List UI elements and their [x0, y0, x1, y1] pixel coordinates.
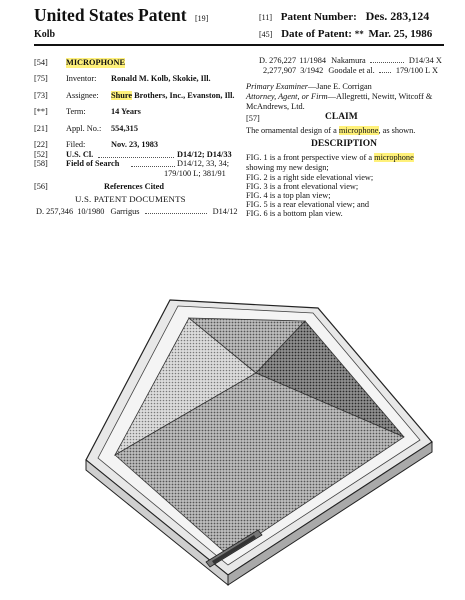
appl-value: 554,315: [111, 124, 138, 133]
fig2-text: is a right side elevational view;: [267, 173, 374, 182]
field-value-2: 179/100 L; 381/91: [164, 169, 226, 178]
fig3-label: FIG. 3: [246, 182, 268, 191]
primary-examiner-label: Primary Examiner: [246, 82, 308, 91]
inventor-value: Ronald M. Kolb, Skokie, Ill.: [111, 74, 211, 83]
description-heading: DESCRIPTION: [311, 139, 377, 149]
ref-class: D14/34 X: [408, 56, 442, 65]
inventor-label: Inventor:: [66, 74, 97, 83]
ref-date: 10/1980: [77, 207, 105, 216]
ref-class: 179/100 L X: [395, 66, 438, 75]
fig4-text: is a top plan view;: [267, 191, 331, 200]
patent-number: Des. 283,124: [365, 9, 430, 23]
fig1-text: is a front perspective view of a: [267, 153, 375, 162]
fig2-label: FIG. 2: [246, 173, 268, 182]
date-label: Date of Patent:: [281, 28, 352, 40]
fig3-text: is a front elevational view;: [267, 182, 359, 191]
fig5-label: FIG. 5: [246, 200, 268, 209]
claim-before: The ornamental design of a: [246, 126, 339, 135]
assignee-rest: Brothers, Inc., Evanston, Ill.: [132, 91, 235, 100]
field-code: [58]: [34, 159, 48, 168]
filed-label: Filed:: [66, 140, 86, 149]
fig6-text: is a bottom plan view.: [267, 209, 343, 218]
claim-after: , as shown.: [378, 126, 416, 135]
references-heading: References Cited: [104, 182, 164, 191]
biblio-title-code: [54]: [34, 58, 48, 67]
ref-number: D. 257,346: [36, 207, 74, 216]
term-code: [**]: [34, 107, 48, 116]
fig1-line-2: showing my new design;: [246, 163, 329, 172]
ref-name: Goodale et al.: [328, 66, 375, 75]
fig6-label: FIG. 6: [246, 209, 268, 218]
fig4-label: FIG. 4: [246, 191, 268, 200]
assignee-code: [73]: [34, 91, 48, 100]
field-value-1: D14/12, 33, 34;: [177, 159, 230, 168]
ref-date: 3/1942: [300, 66, 324, 75]
appl-code: [21]: [34, 124, 48, 133]
claim-heading: CLAIM: [325, 112, 358, 122]
patent-number-ref: [11]: [259, 13, 273, 22]
assignee-highlight: Shure: [111, 91, 133, 100]
us-cl-label: U.S. Cl.: [66, 150, 94, 159]
patent-number-label: Patent Number:: [280, 11, 357, 23]
appl-label: Appl. No.:: [66, 124, 102, 133]
inventor-code: [75]: [34, 74, 48, 83]
filed-code: [22]: [34, 140, 48, 149]
biblio-title-value: MICROPHONE: [66, 58, 125, 67]
primary-examiner-name: —Jane E. Corrigan: [307, 82, 372, 91]
references-code: [56]: [34, 182, 48, 191]
fig1-highlight: microphone: [374, 153, 414, 162]
ref-number: 2,277,907: [263, 66, 297, 75]
assignee-label: Assignee:: [66, 91, 99, 100]
fig5-text: is a rear elevational view; and: [267, 200, 370, 209]
attorney-line-2: McAndrews, Ltd.: [246, 102, 305, 111]
claim-highlight: microphone: [338, 126, 379, 135]
field-label: Field of Search: [66, 159, 120, 168]
term-value: 14 Years: [111, 107, 141, 116]
inventor-surname: Kolb: [34, 29, 56, 40]
references-subheading: U.S. PATENT DOCUMENTS: [75, 194, 186, 204]
ref-number: D. 276,227: [259, 56, 297, 65]
attorney-label: Attorney, Agent, or Firm: [246, 92, 328, 101]
claim-code: [57]: [246, 114, 260, 123]
us-cl-code: [52]: [34, 150, 48, 159]
ref-date: 11/1984: [299, 56, 327, 65]
term-label: Term:: [66, 107, 86, 116]
header-title-text: United States Patent: [34, 5, 187, 25]
date-ref: [45]: [259, 30, 273, 39]
ref-name: Nakamura: [331, 56, 366, 65]
ref-name: Garrigus: [110, 207, 140, 216]
date-value: Mar. 25, 1986: [368, 28, 433, 40]
us-cl-value: D14/12; D14/33: [177, 150, 232, 159]
filed-value: Nov. 23, 1983: [111, 140, 159, 149]
fig1-label: FIG. 1: [246, 153, 268, 162]
attorney-firm-1: —Allegretti, Newitt, Witcoff &: [327, 92, 433, 101]
date-marks: **: [354, 29, 364, 39]
ref-class: D14/12: [212, 207, 238, 216]
header-title-ref: [19]: [195, 14, 209, 23]
